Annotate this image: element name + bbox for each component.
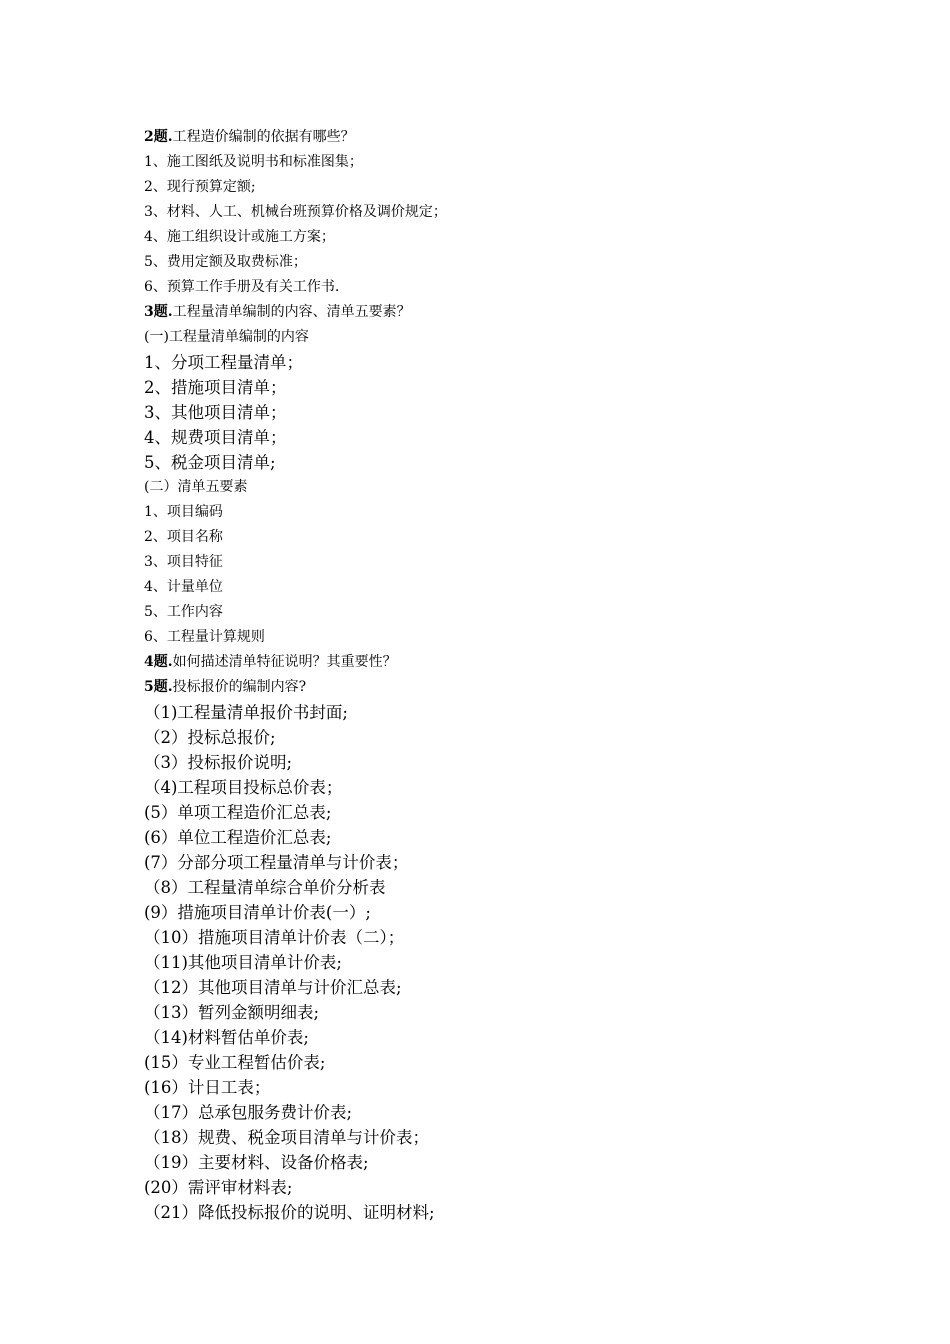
question-number: 2题. xyxy=(144,129,173,145)
list-item: 5、工作内容 xyxy=(144,604,223,620)
list-item: 6、预算工作手册及有关工作书. xyxy=(144,279,340,295)
question-number: 5题. xyxy=(144,679,173,695)
list-item: (16）计日工表； xyxy=(144,1078,271,1097)
list-item: （21）降低投标报价的说明、证明材料; xyxy=(144,1203,435,1222)
question-3-heading xyxy=(144,300,844,325)
list-item: 1、分项工程量清单； xyxy=(144,353,303,372)
question-text: 工程量清单编制的内容、清单五要素？ xyxy=(172,304,411,320)
question-text: 如何描述清单特征说明？其重要性？ xyxy=(172,654,397,670)
question-5-heading xyxy=(144,675,844,700)
list-item: (9）措施项目清单计价表(一）; xyxy=(144,903,371,922)
list-item: 6、工程量计算规则 xyxy=(144,629,265,645)
list-item: 5、税金项目清单; xyxy=(144,453,276,472)
list-item: （3）投标报价说明; xyxy=(144,753,293,772)
list-item: (20）需评审材料表; xyxy=(144,1178,293,1197)
list-item: （8）工程量清单综合单价分析表 xyxy=(144,878,386,897)
question-number: 3题. xyxy=(144,304,173,320)
list-item: 4、施工组织设计或施工方案； xyxy=(144,229,335,245)
section-heading: (一)工程量清单编制的内容 xyxy=(144,329,309,345)
list-item: (6）单位工程造价汇总表; xyxy=(144,828,332,847)
list-item: （4)工程项目投标总价表； xyxy=(144,778,343,797)
list-item: （2）投标总报价; xyxy=(144,728,276,747)
list-item: （10）措施项目清单计价表（二）； xyxy=(144,928,405,947)
list-item: (15）专业工程暂估价表; xyxy=(144,1053,326,1072)
list-item: （19）主要材料、设备价格表; xyxy=(144,1153,369,1172)
list-item: 3、其他项目清单； xyxy=(144,403,287,422)
question-2-heading xyxy=(144,125,844,150)
list-item: （11)其他项目清单计价表; xyxy=(144,953,342,972)
list-item: 3、项目特征 xyxy=(144,554,223,570)
list-item: (5）单项工程造价汇总表; xyxy=(144,803,332,822)
question-4-heading xyxy=(144,650,844,675)
document-body xyxy=(144,125,844,1225)
list-item: 4、计量单位 xyxy=(144,579,223,595)
list-item: 5、费用定额及取费标准； xyxy=(144,254,307,270)
list-item: 2、现行预算定额; xyxy=(144,179,256,195)
list-item: 2、项目名称 xyxy=(144,529,223,545)
list-item: （12）其他项目清单与计价汇总表; xyxy=(144,978,402,997)
list-item: 3、材料、人工、机械台班预算价格及调价规定； xyxy=(144,204,447,220)
list-item: (7）分部分项工程量清单与计价表； xyxy=(144,853,409,872)
list-item: （14)材料暂估单价表; xyxy=(144,1028,309,1047)
list-item: （18）规费、税金项目清单与计价表； xyxy=(144,1128,429,1147)
question-number: 4题. xyxy=(144,654,173,670)
list-item: （1)工程量清单报价书封面; xyxy=(144,703,348,722)
question-text: 投标报价的编制内容? xyxy=(172,679,307,695)
list-item: （17）总承包服务费计价表; xyxy=(144,1103,353,1122)
list-item: （13）暂列金额明细表; xyxy=(144,1003,320,1022)
section-heading: (二）清单五要素 xyxy=(144,479,248,495)
list-item: 4、规费项目清单； xyxy=(144,428,287,447)
list-item: 1、项目编码 xyxy=(144,504,223,520)
list-item: 2、措施项目清单； xyxy=(144,378,287,397)
question-text: 工程造价编制的依据有哪些？ xyxy=(172,129,355,145)
list-item: 1、施工图纸及说明书和标准图集； xyxy=(144,154,363,170)
